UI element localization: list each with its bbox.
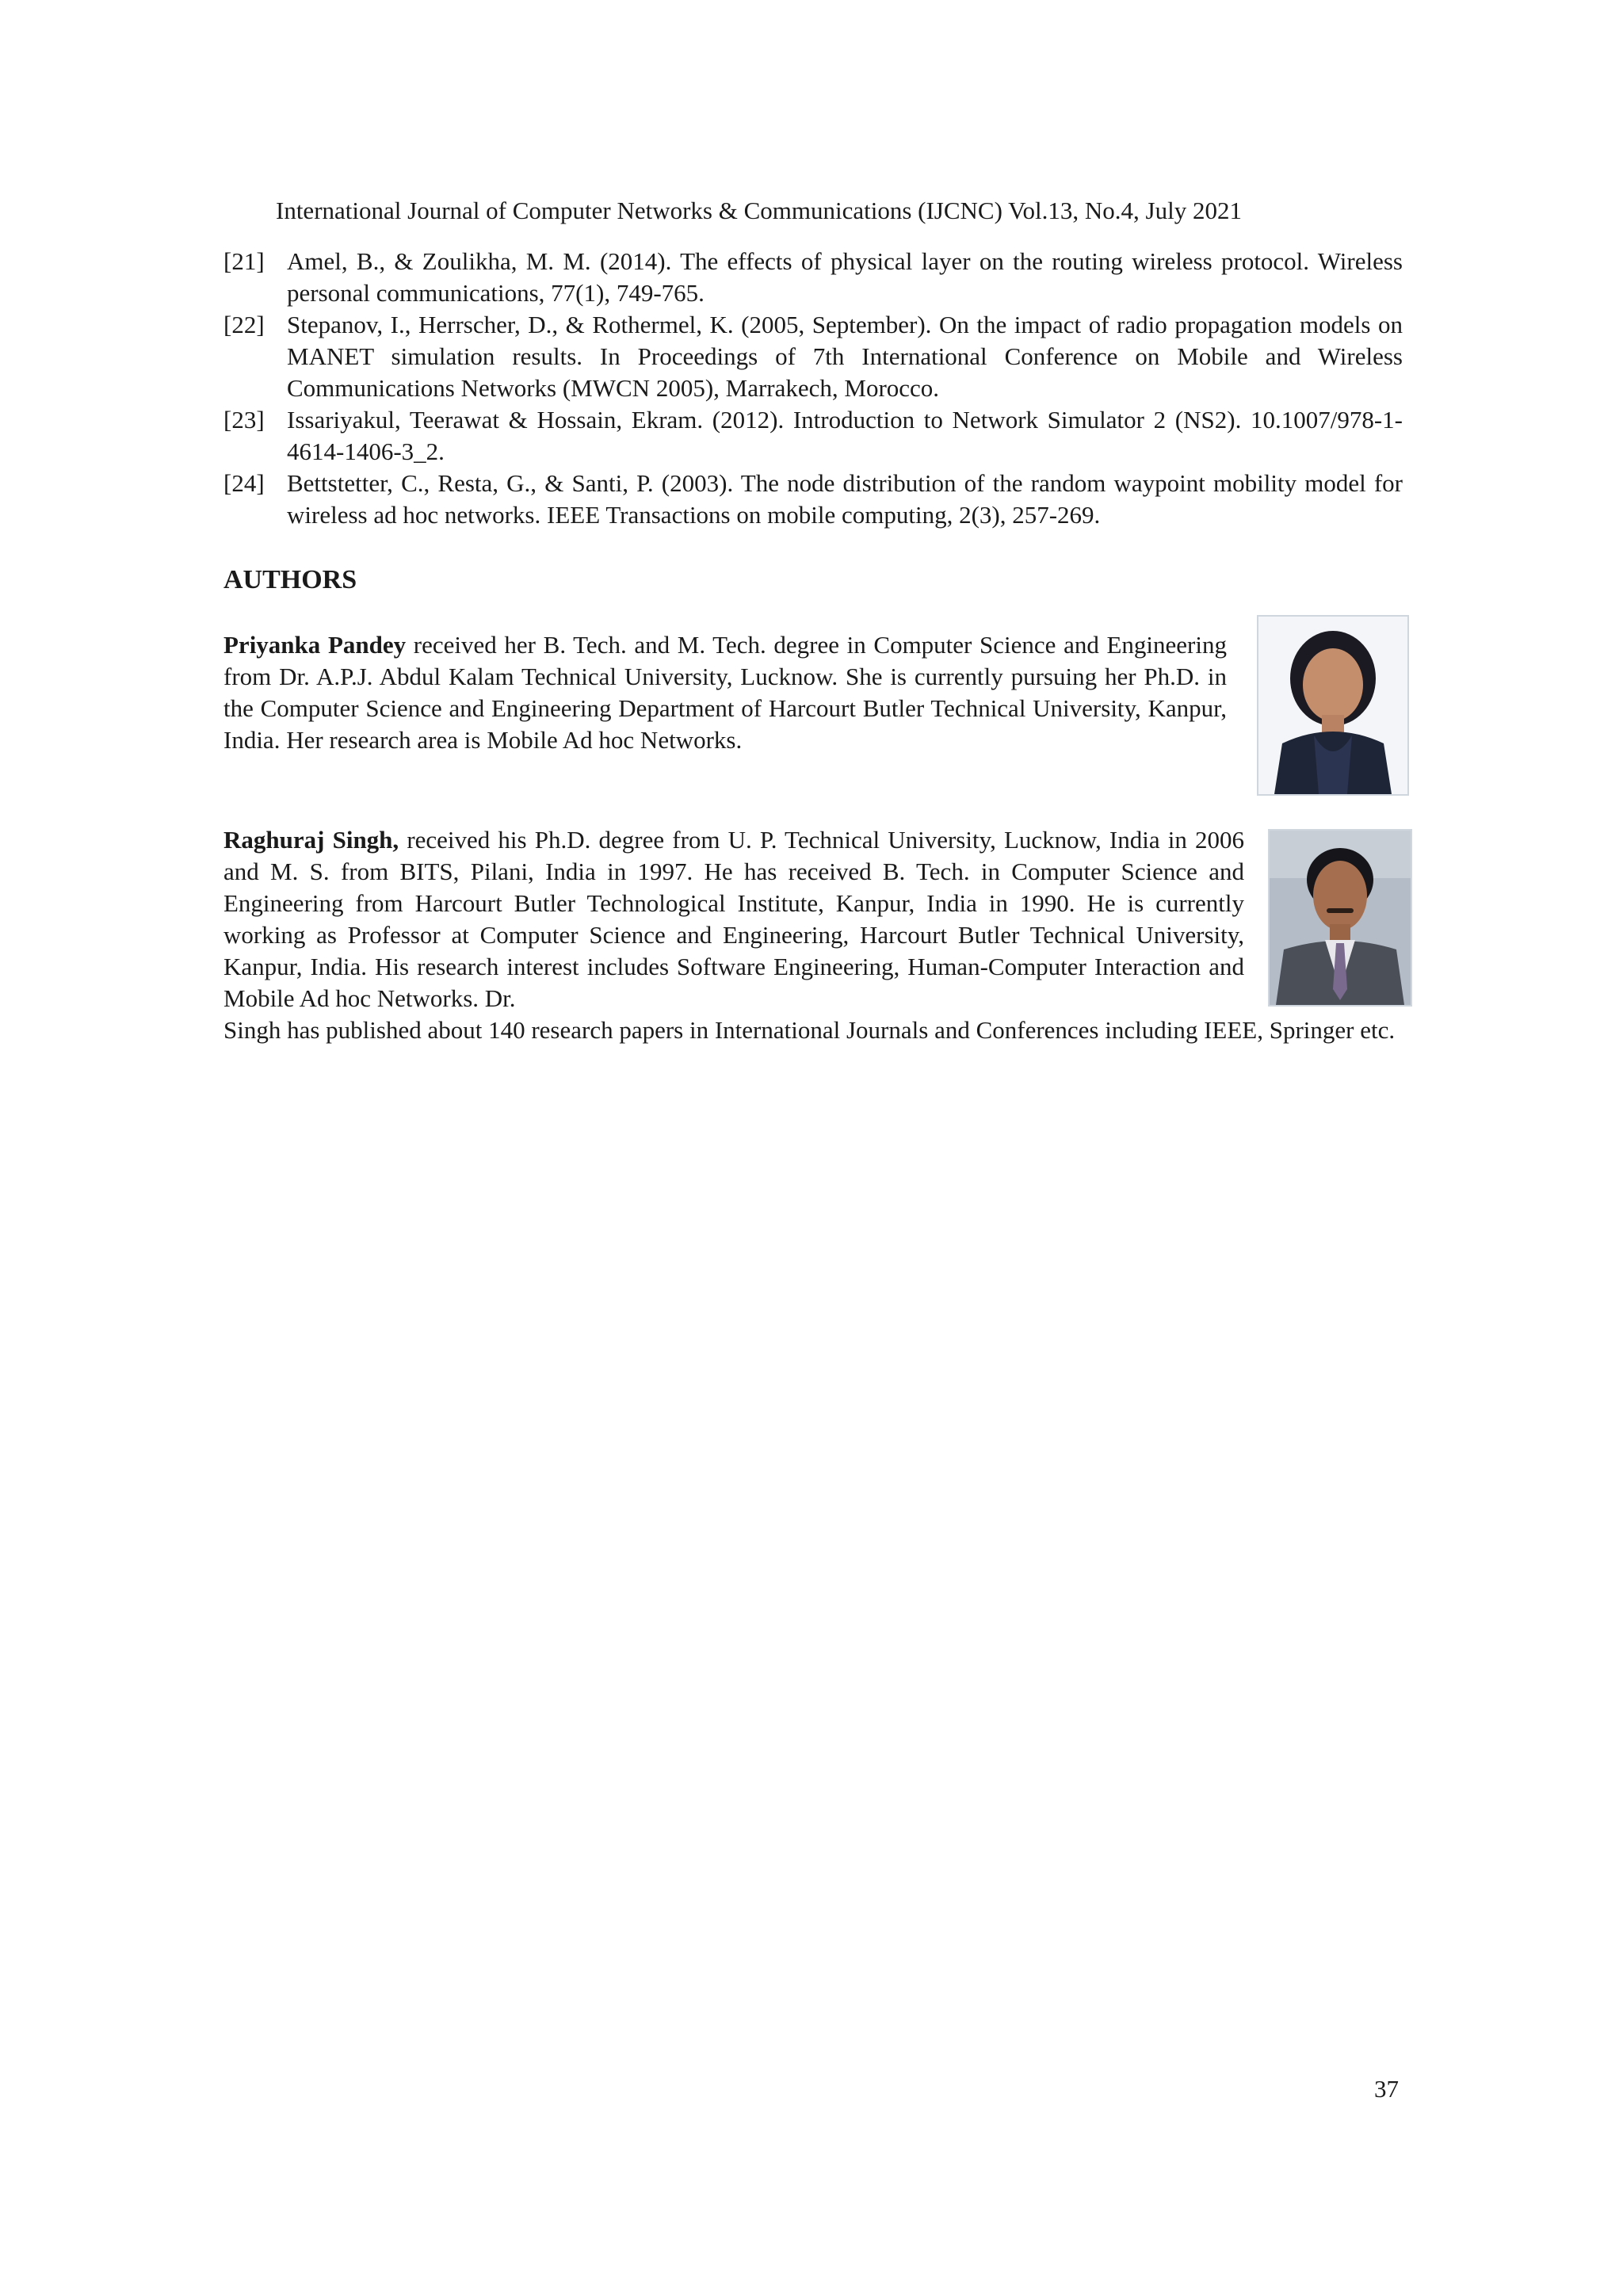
author-bio-continuation: Singh has published about 140 research papers in International Journals and Conferences including IEEE, Springer etc. bbox=[223, 1016, 1396, 1044]
author-bio-wrapped bbox=[223, 824, 1244, 1014]
author-bio-text: received her B. Tech. and M. Tech. degree in Computer Science and Engineering from Dr. A.P.J. Abdul Kalam Technical University, Lucknow. She is currently pursuing her Ph.D. in the Computer Science and Engineering Department of Harcourt Butler Technical University, Kanpur, India. Her research area is Mobile Ad hoc Networks. bbox=[223, 631, 1227, 754]
reference-text: Amel, B., & Zoulikha, M. M. (2014). The effects of physical layer on the routing wireless protocol. Wireless personal communications, 77(1), 749-765. bbox=[287, 247, 1403, 307]
reference-text: Issariyakul, Teerawat & Hossain, Ekram. (2012). Introduction to Network Simulator 2 (NS2). 10.1007/978-1-4614-1406-3_2. bbox=[287, 406, 1403, 465]
journal-header: International Journal of Computer Networks & Communications (IJCNC) Vol.13, No.4, July 2021 bbox=[276, 197, 1242, 224]
reference-item bbox=[223, 468, 1403, 531]
section-title: AUTHORS bbox=[223, 565, 357, 594]
author-photo bbox=[1257, 615, 1409, 796]
reference-item bbox=[223, 309, 1403, 404]
reference-item bbox=[223, 404, 1403, 468]
reference-number: [21] bbox=[223, 247, 265, 275]
portrait-image bbox=[1270, 831, 1411, 1005]
author-name: Raghuraj Singh, bbox=[223, 826, 399, 854]
reference-text: Bettstetter, C., Resta, G., & Santi, P. (2003). The node distribution of the random waypoint mobility model for wireless ad hoc networks. IEEE Transactions on mobile computing, 2(3), 257-269. bbox=[287, 469, 1403, 529]
page-number: 37 bbox=[1374, 2075, 1399, 2103]
author-name: Priyanka Pandey bbox=[223, 631, 407, 659]
reference-number: [22] bbox=[223, 311, 265, 338]
author-bio-text: received his Ph.D. degree from U. P. Technical University, Lucknow, India in 2006 and M. S. from BITS, Pilani, India in 1997. He has received B. Tech. in Computer Science and Engineering from Harcourt Butler Technological Institute, Kanpur, India in 1990. He is currently working as Professor at Computer Science and Engineering, Harcourt Butler Technical University, Kanpur, India. His research interest includes Software Engineering, Human-Computer Interaction and Mobile Ad hoc Networks. Dr. bbox=[223, 826, 1244, 1012]
author-bio bbox=[223, 824, 1403, 1046]
reference-number: [23] bbox=[223, 406, 265, 434]
reference-item bbox=[223, 246, 1403, 309]
reference-text: Stepanov, I., Herrscher, D., & Rothermel, K. (2005, September). On the impact of radio propagation models on MANET simulation results. In Proceedings of 7th International Conference on Mobile and Wireless Communications Networks (MWCN 2005), Marrakech, Morocco. bbox=[287, 311, 1403, 402]
author-photo bbox=[1268, 829, 1412, 1007]
portrait-image bbox=[1258, 617, 1407, 794]
author-bio bbox=[223, 629, 1227, 756]
reference-list bbox=[223, 246, 1403, 531]
reference-number: [24] bbox=[223, 469, 265, 497]
